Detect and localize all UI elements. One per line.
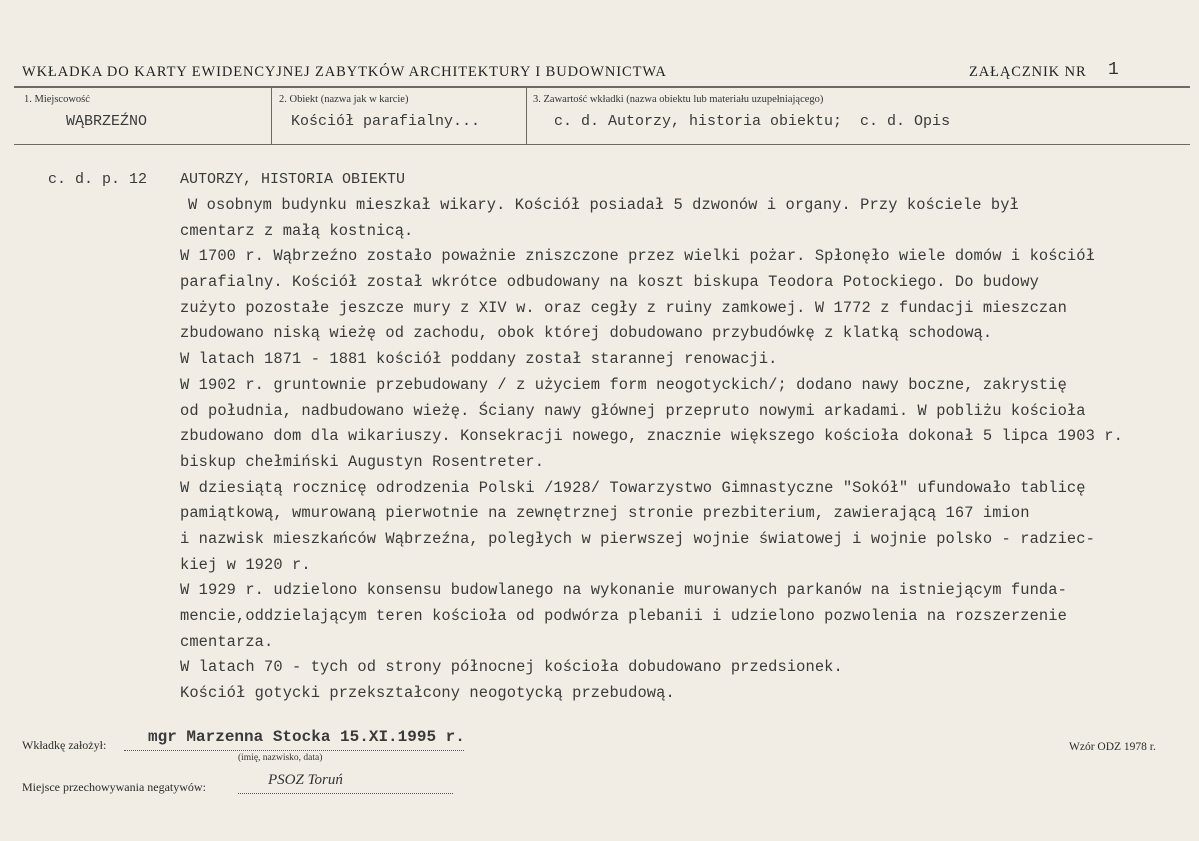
history-text (180, 193, 1195, 707)
section-heading: AUTORZY, HISTORIA OBIEKTU (180, 171, 406, 188)
text-line: kiej w 1920 r. (180, 555, 311, 574)
text-line: zbudowano niską wieżę od zachodu, obok której dobudowano przybudówkę z klatką schodową. (180, 324, 993, 343)
insert-author-underline (124, 750, 464, 751)
fields-divider-1 (271, 88, 272, 144)
text-line: cmentarz z małą kostnicą. (180, 221, 414, 240)
template-reference: Wzór ODZ 1978 r. (1069, 741, 1156, 753)
page-reference: c. d. p. 12 (48, 171, 148, 188)
insert-author-hint: (imię, nazwisko, data) (238, 753, 323, 763)
annex-number: 1 (1108, 60, 1119, 80)
card-title: WKŁADKA DO KARTY EWIDENCYJNEJ ZABYTKÓW ARCHITEKTURY I BUDOWNICTWA (22, 64, 667, 80)
text-line: biskup chełmiński Augustyn Rosentreter. (180, 452, 545, 471)
fields-divider-2 (526, 88, 527, 144)
header-rule (14, 86, 1190, 88)
locality-value: WĄBRZEŹNO (66, 113, 148, 130)
text-line: W latach 1871 - 1881 kościół poddany został starannej renowacji. (180, 350, 778, 369)
negatives-location-label: Miejsce przechowywania negatywów: (22, 780, 206, 794)
text-line: W 1700 r. Wąbrzeźno zostało poważnie zniszczone przez wielki pożar. Spłonęło wiele domów i kościół (180, 247, 1095, 266)
text-line: Kościół gotycki przekształcony neogotycką przebudową. (180, 684, 675, 703)
text-line: W latach 70 - tych od strony północnej kościoła dobudowano przedsionek. (180, 658, 843, 677)
text-line: W 1929 r. udzielono konsensu budowlanego na wykonanie murowanych parkanów na istniejącym funda- (180, 581, 1067, 600)
insert-author-label: Wkładkę założył: (22, 738, 107, 752)
text-line: zbudowano dom dla wikariuszy. Konsekracji nowego, znacznie większego kościoła dokonał 5 lipca 1903 r. (180, 427, 1123, 446)
locality-label: 1. Miejscowość (24, 94, 90, 105)
object-value: Kościół parafialny... (291, 113, 481, 130)
negatives-location-value: PSOZ Toruń (268, 772, 343, 788)
text-line: parafialny. Kościół został wkrótce odbudowany na koszt biskupa Teodora Potockiego. Do budowy (180, 273, 1039, 292)
text-line: W 1902 r. gruntownie przebudowany / z użyciem form neogotyckich/; dodano nawy boczne, zakrystię (180, 375, 1067, 394)
text-line: W dziesiątą rocznicę odrodzenia Polski /1928/ Towarzystwo Gimnastyczne "Sokół" ufundowało tablicę (180, 478, 1086, 497)
text-line: W osobnym budynku mieszkał wikary. Kościół posiadał 5 dzwonów i organy. Przy kościele był (188, 196, 1019, 214)
text-line: zużyto pozostałe jeszcze mury z XIV w. oraz cegły z ruiny zamkowej. W 1772 z fundacji mieszczan (180, 298, 1067, 317)
contents-value: c. d. Autorzy, historia obiektu; c. d. Opis (554, 113, 951, 130)
contents-label: 3. Zawartość wkładki (nazwa obiektu lub materiału uzupełniającego) (533, 94, 824, 105)
text-line: pamiątkową, wmurowaną pierwotnie na zewnętrznej stronie prezbiterium, zawierającą 167 imion (180, 504, 1030, 523)
text-line: od południa, nadbudowano wieżę. Ściany nawy głównej przepruto nowymi arkadami. W pobliżu kościoła (180, 401, 1086, 420)
text-line: i nazwisk mieszkańców Wąbrzeźna, poległych w pierwszej wojnie światowej i wojnie polsko - radziec- (180, 529, 1095, 548)
insert-author-value: mgr Marzenna Stocka 15.XI.1995 r. (148, 728, 465, 746)
fields-rule (14, 144, 1190, 145)
object-label: 2. Obiekt (nazwa jak w karcie) (279, 94, 409, 105)
text-line: mencie,oddzielającym teren kościoła od podwórza plebanii i udzielono pozwolenia na rozszerzenie (180, 607, 1067, 625)
negatives-location-underline (238, 793, 453, 794)
annex-label: ZAŁĄCZNIK NR (969, 64, 1087, 80)
text-line: cmentarza. (180, 632, 274, 651)
